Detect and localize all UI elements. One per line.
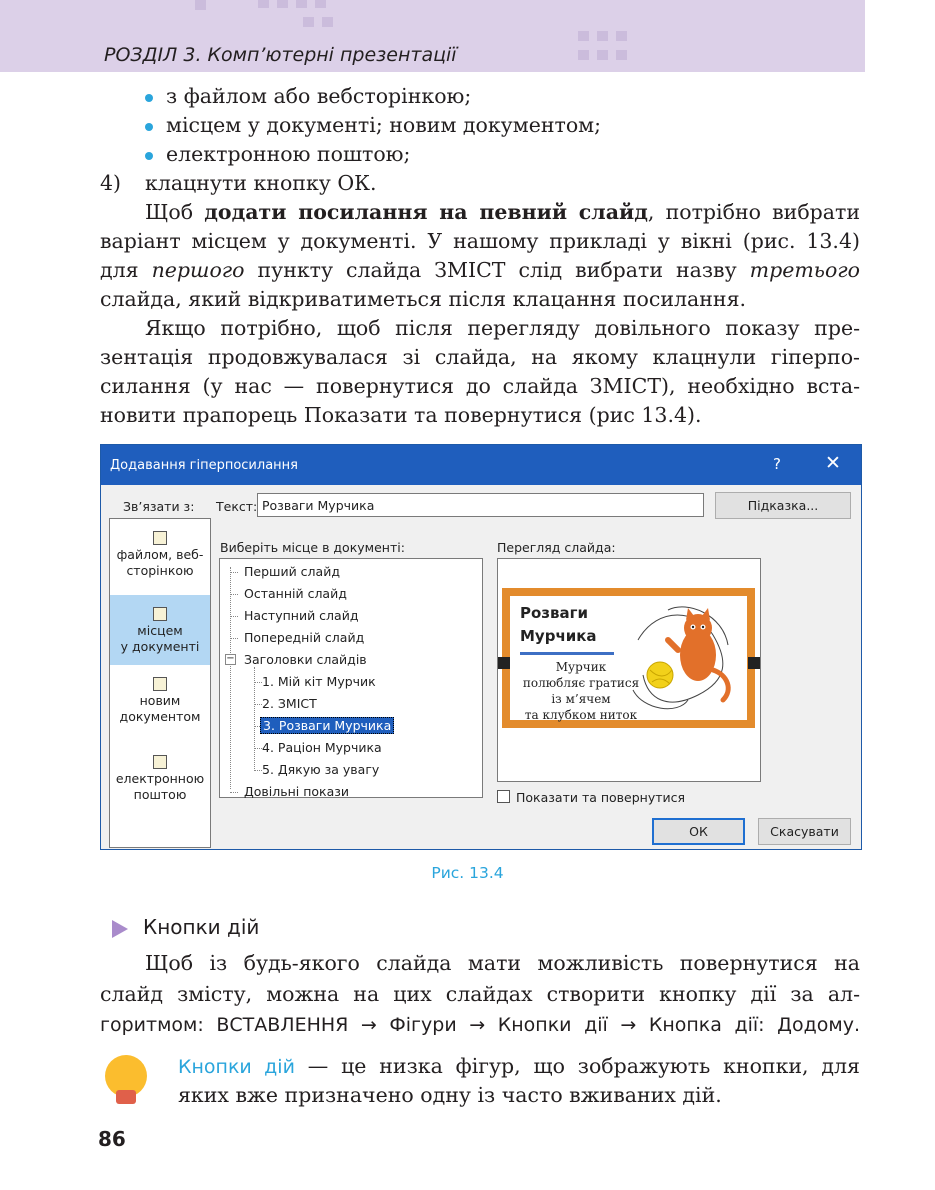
link-type-sidebar — [109, 518, 211, 848]
tree-connector — [230, 567, 231, 789]
definition-line — [178, 1054, 860, 1078]
header-decor — [296, 0, 307, 8]
cancel-button[interactable]: Скасувати — [758, 818, 851, 845]
sidebar-item-label: документом — [119, 709, 201, 724]
header-decor — [315, 0, 326, 8]
header-decor — [322, 17, 333, 27]
step-number: 4) — [100, 171, 122, 195]
bullet-text: електронною поштою; — [166, 142, 411, 166]
definition-line: яких вже призначено одну із часто вживаних дій. — [178, 1083, 722, 1107]
tree-item-slide-4[interactable]: 4. Раціон Мурчика — [262, 740, 382, 755]
paragraph-line: слайда, який відкриватиметься після клацання посилання. — [100, 287, 747, 311]
tree-connector — [254, 704, 262, 705]
bullet-dot — [145, 94, 153, 102]
web-page-icon — [153, 531, 167, 545]
tree-connector — [254, 770, 262, 771]
email-icon — [153, 755, 167, 769]
sidebar-item-label: поштою — [133, 787, 187, 802]
ok-button[interactable]: ОК — [652, 818, 745, 845]
slide-underline — [520, 652, 614, 655]
slide-title — [520, 602, 608, 648]
collapse-icon[interactable]: − — [226, 653, 235, 664]
slide-thumbnail — [502, 588, 755, 728]
sidebar-item-label: файлом, веб- — [116, 547, 204, 562]
document-place-icon — [153, 607, 167, 621]
tree-connector — [254, 748, 262, 749]
sidebar-item-label: електронною — [115, 771, 205, 786]
dialog-titlebar — [101, 445, 861, 485]
sidebar-item-new-document[interactable] — [110, 677, 210, 747]
step-text: клацнути кнопку ОК. — [145, 171, 377, 195]
text-label: Текст: — [216, 499, 258, 514]
text-input-value: Розваги Мурчика — [262, 498, 375, 513]
paragraph-line: силання (у нас — повернутися до слайда ЗМІСТ), необхідно вста- — [100, 374, 860, 398]
show-and-return-checkbox[interactable] — [497, 790, 510, 803]
link-to-label: Зв’язати з: — [123, 499, 195, 514]
subheading-marker-icon — [112, 920, 128, 938]
tree-item-custom-shows[interactable]: Довільні покази — [244, 784, 350, 799]
sidebar-item-place-in-document[interactable] — [110, 595, 210, 665]
sidebar-item-label: новим — [139, 693, 181, 708]
tree-item-slide-3-selected[interactable]: 3. Розваги Мурчика — [260, 717, 394, 734]
paragraph-line: горитмом: ВСТАВЛЕННЯ → Фігури → Кнопки дії → Кнопка дії: Додому. — [100, 1014, 860, 1036]
paragraph-line: варіант місцем у документі. У нашому прикладі у вікні (рис. 13.4) — [100, 229, 860, 253]
header-decor — [578, 50, 589, 60]
place-label: Виберіть місце в документі: — [220, 540, 405, 555]
paragraph-line: Щоб із будь-якого слайда мати можливість повернутися на — [145, 951, 860, 975]
paragraph-line: слайд змісту, можна на цих слайдах створити кнопку дії за ал- — [100, 982, 860, 1006]
slide-text-line: Мурчик — [555, 660, 607, 674]
dialog-title: Додавання гіперпосилання — [110, 458, 298, 473]
tree-connector — [254, 682, 262, 683]
show-and-return-label: Показати та повернутися — [516, 790, 686, 805]
slide-title-line: Розваги — [520, 604, 588, 622]
tree-connector — [230, 792, 238, 793]
slide-title-line: Мурчика — [520, 627, 597, 645]
tree-item-first-slide[interactable]: Перший слайд — [244, 564, 340, 579]
tree-connector — [230, 638, 238, 639]
slide-text-line: із м’ячем — [551, 692, 611, 706]
page-number: 86 — [98, 1127, 126, 1151]
preview-label: Перегляд слайда: — [497, 540, 616, 555]
header-decor — [258, 0, 269, 8]
paragraph-line: новити прапорець Показати та повернутися (рис 13.4). — [100, 403, 702, 427]
tree-connector — [230, 572, 238, 573]
bullet-text: з файлом або вебсторінкою; — [166, 84, 472, 108]
section-title: РОЗДІЛ 3. Комп’ютерні презентації — [104, 44, 457, 66]
bullet-text: місцем у документі; новим документом; — [166, 113, 602, 137]
new-document-icon — [153, 677, 167, 691]
header-decor — [277, 0, 288, 8]
header-decor — [597, 50, 608, 60]
tree-connector — [230, 594, 238, 595]
header-decor — [303, 17, 314, 27]
resize-handle — [748, 657, 760, 669]
tooltip-button[interactable]: Підказка... — [715, 492, 851, 519]
slide-text-line: полюбляє гратися — [522, 676, 640, 690]
figure-caption: Рис. 13.4 — [431, 864, 504, 882]
tree-connector — [230, 616, 238, 617]
header-decor — [616, 50, 627, 60]
slide-preview — [497, 558, 761, 782]
lightbulb-base-icon — [116, 1090, 136, 1104]
cat-with-yarn-image — [628, 600, 743, 718]
paragraph-line: Якщо потрібно, щоб після перегляду довільного показу пре- — [145, 316, 860, 340]
subheading: Кнопки дій — [143, 915, 260, 939]
tree-item-slide-5[interactable]: 5. Дякую за увагу — [262, 762, 380, 777]
tree-item-slide-headings[interactable]: Заголовки слайдів — [244, 652, 367, 667]
sidebar-item-label: сторінкою — [126, 563, 194, 578]
paragraph-line: для першого пункту слайда ЗМІСТ слід вибрати назву третього — [100, 258, 860, 282]
header-decor — [616, 31, 627, 41]
tree-item-previous-slide[interactable]: Попередній слайд — [244, 630, 365, 645]
slide-text-line: та клубком ниток — [524, 708, 638, 722]
tree-item-next-slide[interactable]: Наступний слайд — [244, 608, 359, 623]
paragraph-line: зентація продовжувалася зі слайда, на якому клацнули гіперпо- — [100, 345, 860, 369]
header-decor — [195, 0, 206, 10]
sidebar-item-file-web[interactable] — [110, 531, 210, 601]
definition-term: Кнопки дій — [178, 1056, 295, 1078]
document-place-tree — [219, 558, 483, 798]
close-icon[interactable]: ✕ — [825, 452, 841, 474]
tree-item-slide-2[interactable]: 2. ЗМІСТ — [262, 696, 317, 711]
resize-handle — [498, 657, 510, 669]
header-decor — [597, 31, 608, 41]
bullet-dot — [145, 123, 153, 131]
paragraph-line: Щоб додати посилання на певний слайд, потрібно вибрати — [145, 200, 861, 224]
sidebar-item-label: у документі — [120, 639, 200, 654]
definition-text: — це низка фігур, що зображують кнопки, для — [294, 1054, 860, 1078]
sidebar-item-label: місцем — [137, 623, 183, 638]
header-decor — [578, 31, 589, 41]
hyperlink-dialog — [100, 444, 862, 850]
help-icon[interactable]: ? — [773, 455, 781, 473]
slide-body — [510, 596, 747, 720]
slide-text — [516, 659, 646, 723]
sidebar-item-email[interactable] — [110, 755, 210, 825]
tree-item-last-slide[interactable]: Останній слайд — [244, 586, 347, 601]
bullet-dot — [145, 152, 153, 160]
text-input[interactable] — [257, 493, 704, 517]
tree-item-slide-1[interactable]: 1. Мій кіт Мурчик — [262, 674, 376, 689]
